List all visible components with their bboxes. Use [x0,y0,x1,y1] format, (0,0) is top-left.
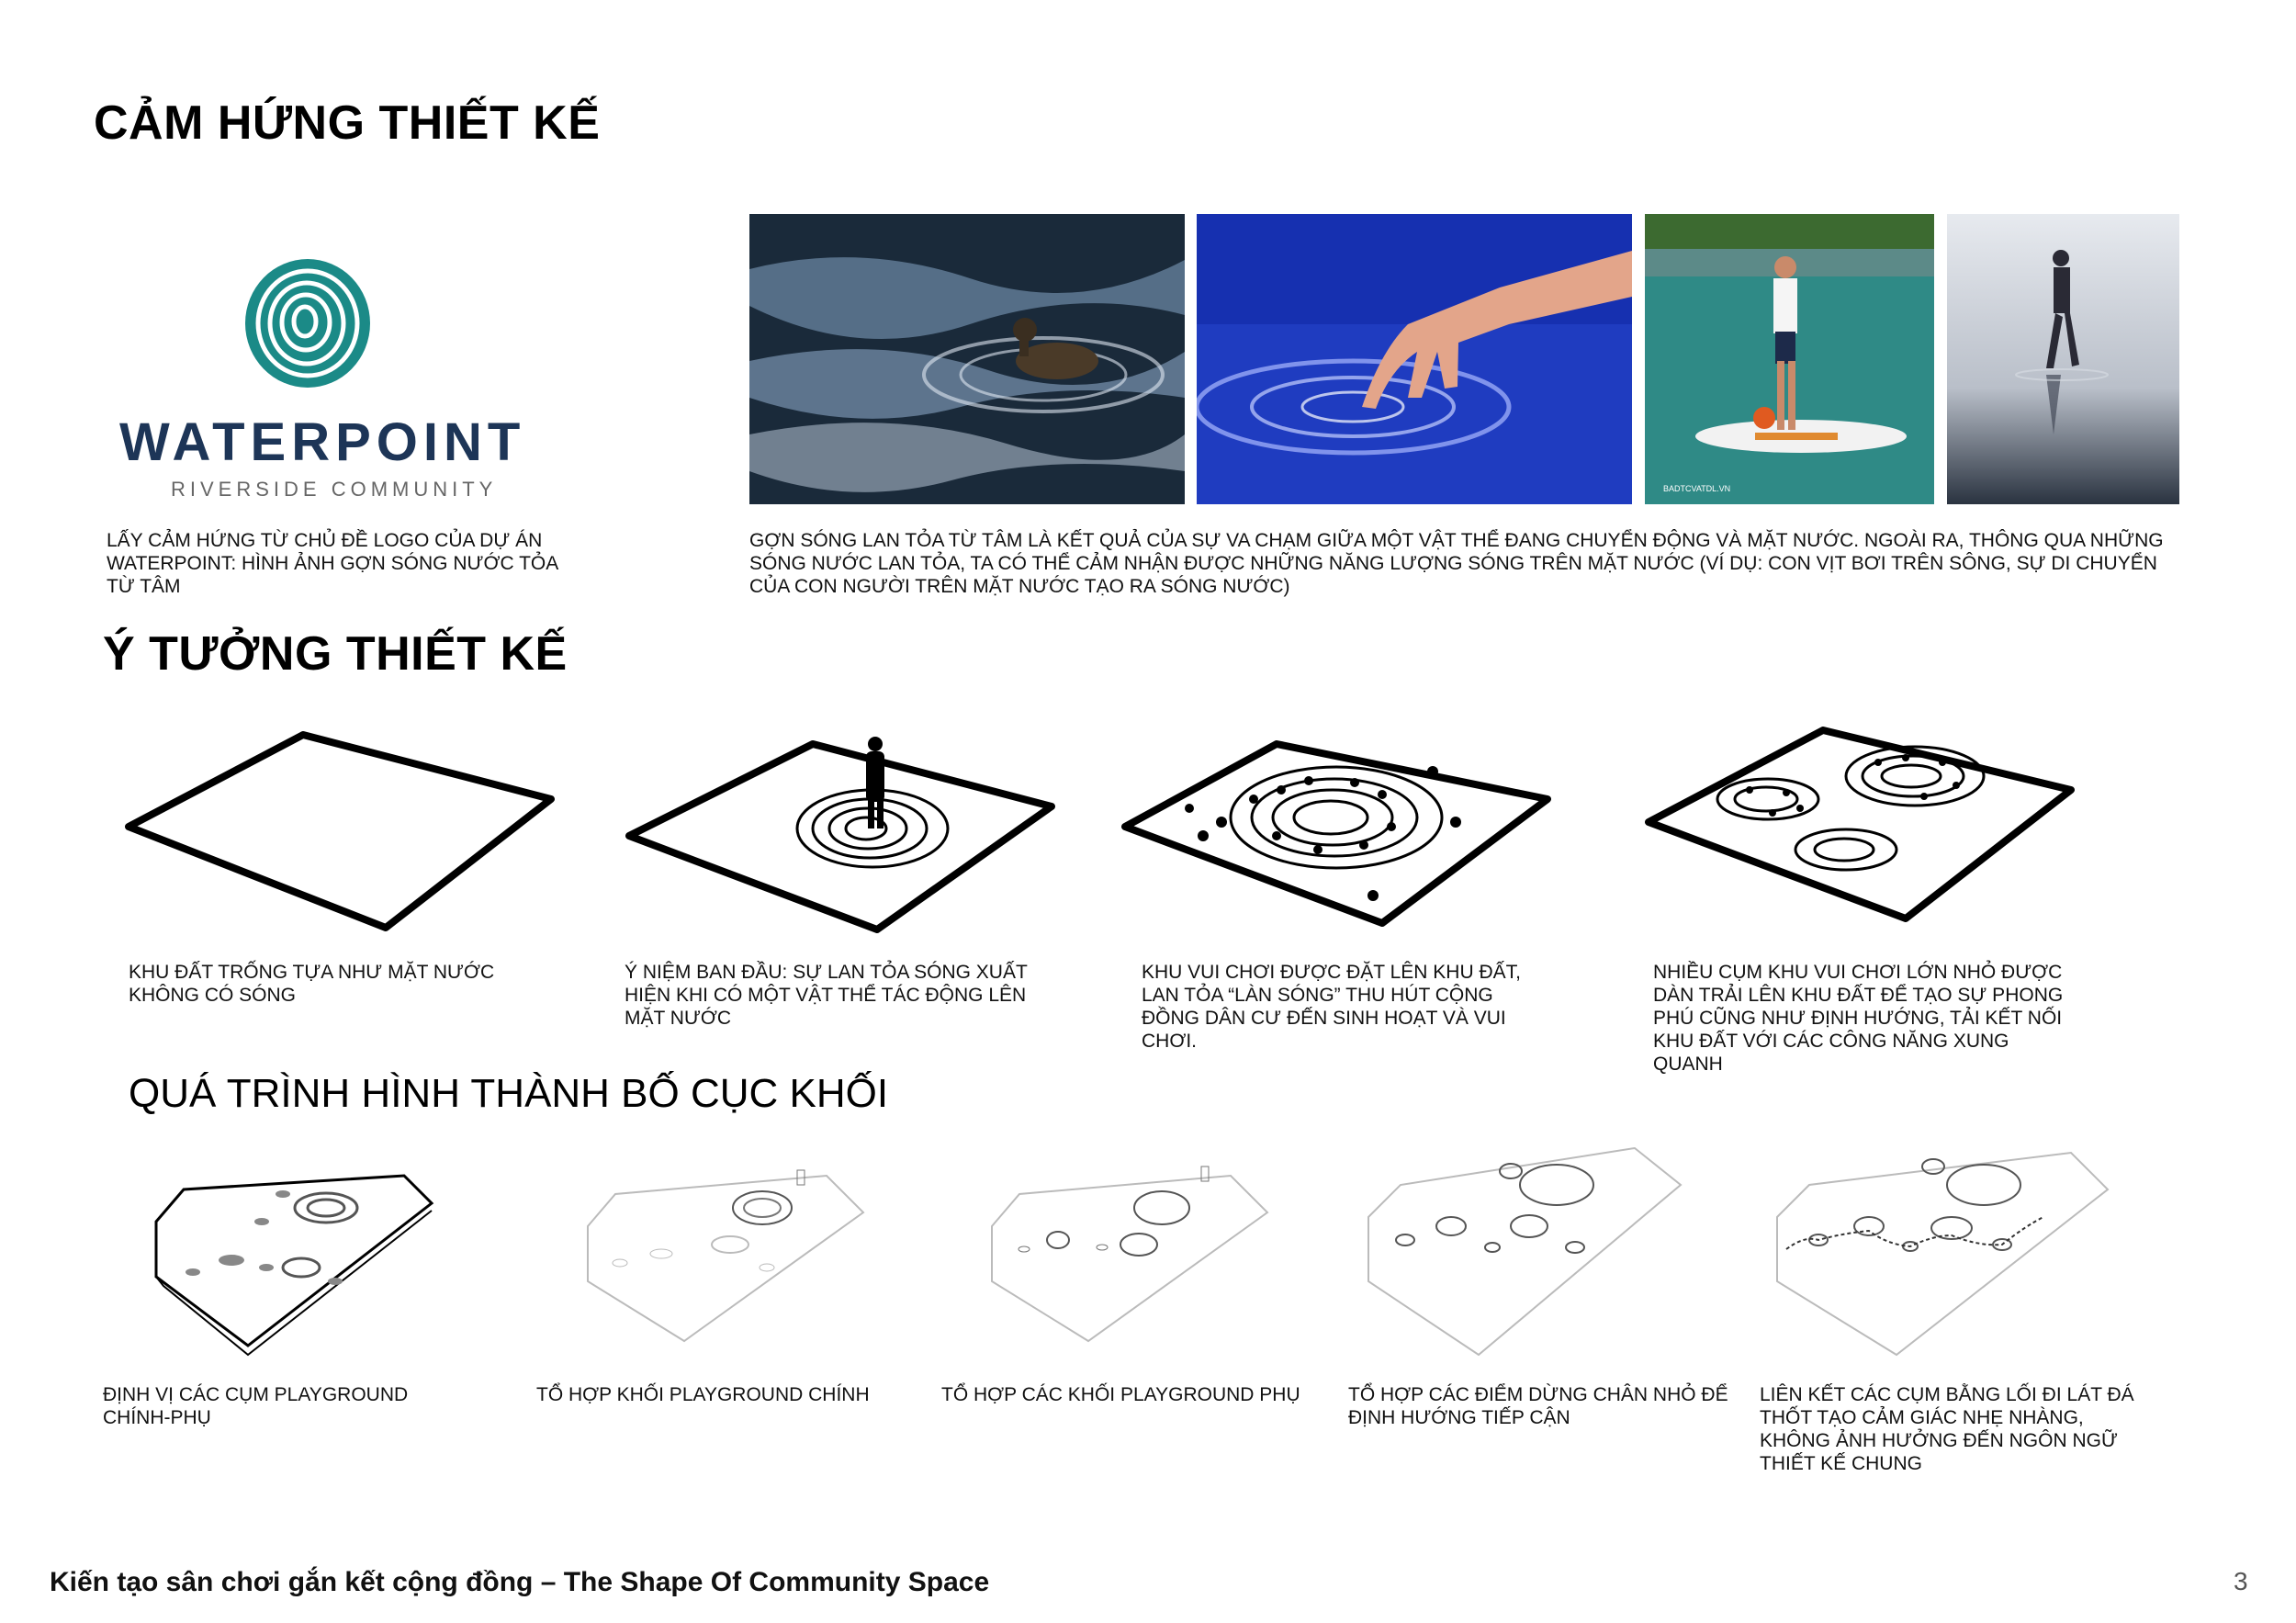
step-caption-2: TỔ HỢP KHỐI PLAYGROUND CHÍNH [536,1384,870,1405]
photo-watermark: BADTCVATDL.VN [1663,484,1731,493]
duck-ripple-photo [749,214,1185,504]
step-sketch-4 [1359,1148,1690,1359]
person-walking-water-photo [1947,214,2179,504]
hand-water-photo [1197,214,1632,504]
step-caption-3: TỔ HỢP CÁC KHỐI PLAYGROUND PHỤ [941,1384,1300,1405]
idea-caption-1: KHU ĐẤT TRỐNG TỰA NHƯ MẶT NƯỚC KHÔNG CÓ SÓNG [129,962,495,1006]
idea-sketch-multi-clusters [1639,721,2080,932]
idea-sketch-first-ripple [620,726,1061,937]
step-caption-4: TỔ HỢP CÁC ĐIỂM DỪNG CHÂN NHỎ ĐỂ ĐỊNH HƯỚNG TIẾP CẬN [1348,1384,1728,1428]
idea-sketch-empty-site [119,726,560,937]
inspiration-title: CẢM HỨNG THIẾT KẾ [94,96,601,150]
step-sketch-5 [1768,1144,2117,1364]
step-caption-1: ĐỊNH VỊ CÁC CỤM PLAYGROUND CHÍNH-PHỤ [103,1384,409,1428]
footer-title: Kiến tạo sân chơi gắn kết cộng đồng – The Shape Of Community Space [50,1567,990,1597]
waterpoint-logo [119,248,526,514]
step-sketch-2 [579,1157,872,1350]
logo-wordmark: WATERPOINT [119,412,526,472]
idea-caption-2: Ý NIỆM BAN ĐẦU: SỰ LAN TỎA SÓNG XUẤT HIỆN KHI CÓ MỘT VẬT THỂ TÁC ĐỘNG LÊN MẶT NƯỚC [625,962,1028,1029]
logo-subtitle: RIVERSIDE COMMUNITY [171,478,498,501]
paddleboard-photo [1645,214,1934,504]
step-sketch-1 [147,1167,441,1350]
idea-sketch-playground-ripple [1116,726,1557,937]
page-number: 3 [2234,1567,2248,1595]
step-sketch-3 [983,1167,1277,1350]
ripple-logo-icon [239,257,377,395]
step-caption-5: LIÊN KẾT CÁC CỤM BẰNG LỐI ĐI LÁT ĐÁ THỐT TẠO CẢM GIÁC NHẸ NHÀNG, KHÔNG ẢNH HƯỞNG ĐẾN NGÔN NGỮ THIẾT KẾ CHUNG [1760,1384,2134,1474]
idea-caption-4: NHIỀU CỤM KHU VUI CHƠI LỚN NHỎ ĐƯỢC DÀN TRẢI LÊN KHU ĐẤT ĐỂ TẠO SỰ PHONG PHÚ CŨNG NHƯ ĐỊNH HƯỚNG, TẢI KẾT NỐI KHU ĐẤT VỚI CÁC CÔNG NĂNG XUNG QUANH [1653,962,2064,1075]
idea-title: Ý TƯỞNG THIẾT KẾ [103,627,568,681]
idea-caption-3: KHU VUI CHƠI ĐƯỢC ĐẶT LÊN KHU ĐẤT, LAN TỎA “LÀN SÓNG” THU HÚT CỘNG ĐỒNG DÂN CƯ ĐẾN SINH HOẠT VÀ VUI CHƠI. [1142,962,1521,1052]
process-title: QUÁ TRÌNH HÌNH THÀNH BỐ CỤC KHỐI [129,1071,889,1116]
logo-caption: LẤY CẢM HỨNG TỪ CHỦ ĐỀ LOGO CỦA DỰ ÁN WATERPOINT: HÌNH ẢNH GỢN SÓNG NƯỚC TỎA TỪ TÂM [107,530,558,597]
photos-caption: GỢN SÓNG LAN TỎA TỪ TÂM LÀ KẾT QUẢ CỦA SỰ VA CHẠM GIỮA MỘT VẬT THỂ ĐANG CHUYỂN ĐỘNG VÀ MẶT NƯỚC. NGOÀI RA, THÔNG QUA NHỮNG SÓNG NƯỚC LAN TỎA, TA CÓ THỂ CẢM NHẬN ĐƯỢC NHỮNG NĂNG LƯỢNG SÓNG TRÊN MẶT NƯỚC (VÍ DỤ: CON VỊT BƠI TRÊN SÔNG, SỰ DI CHUYỂN CỦA CON NGƯỜI TRÊN MẶT NƯỚC TẠO RA SÓNG NƯỚC) [749,530,2164,597]
